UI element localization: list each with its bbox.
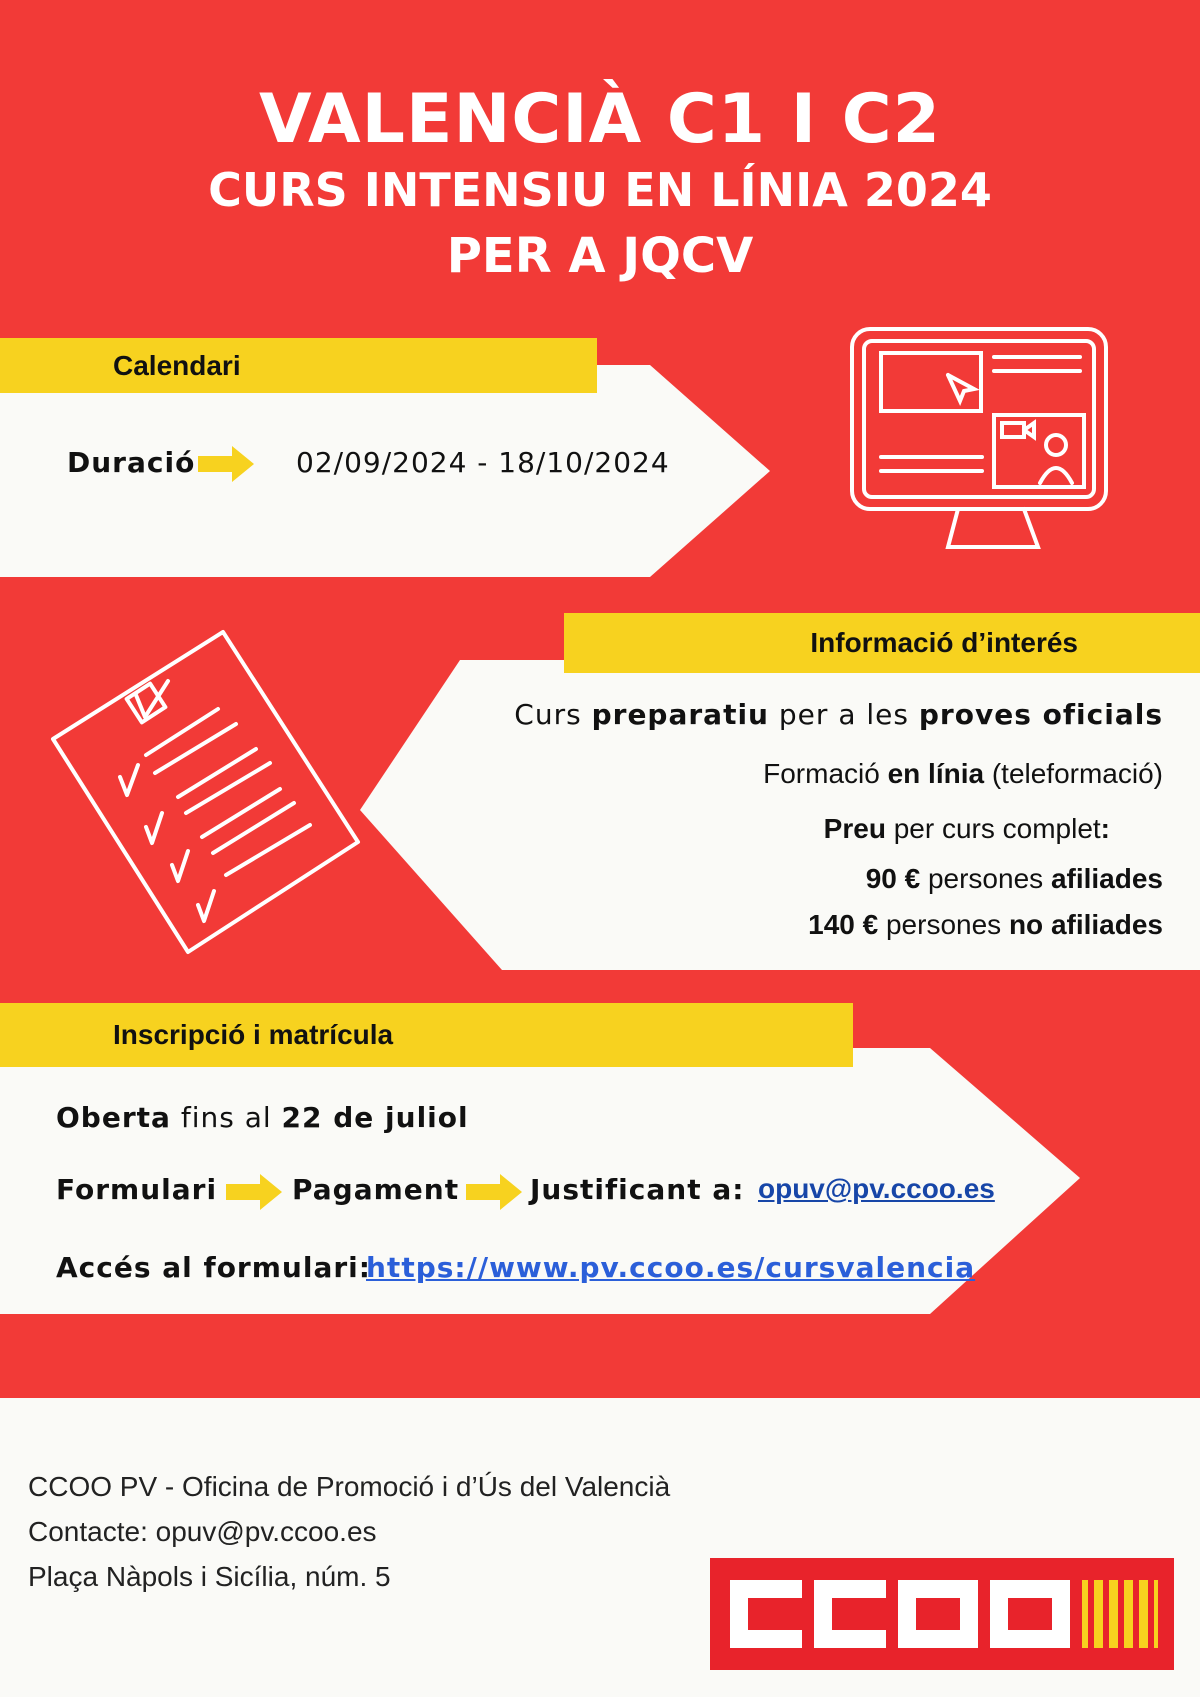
registration-deadline: Oberta fins al 22 de juliol — [56, 1101, 469, 1134]
info-line-1: Curs preparatiu per a les proves oficials — [514, 698, 1163, 731]
title-line-2: CURS INTENSIU EN LÍNIA 2024 — [208, 163, 992, 217]
footer-organization: CCOO PV - Oficina de Promoció i d’Ús del Valencià — [28, 1471, 671, 1502]
arrow-icon — [198, 446, 254, 482]
registration-heading: Inscripció i matrícula — [0, 1003, 853, 1067]
title-line-3: PER A JQCV — [446, 228, 754, 284]
footer-address: Plaça Nàpols i Sicília, núm. 5 — [28, 1561, 391, 1592]
duration-label: Duració — [67, 446, 196, 479]
computer-video-icon — [848, 325, 1110, 557]
step-payment: Pagament — [292, 1173, 460, 1206]
step-form: Formulari — [56, 1173, 218, 1206]
form-url-link[interactable]: https://www.pv.ccoo.es/cursvalencia — [366, 1251, 976, 1284]
calendar-heading: Calendari — [0, 338, 597, 393]
price-non-members: 140 € persones no afiliades — [808, 909, 1163, 940]
arrow-icon — [226, 1174, 282, 1210]
course-dates: 02/09/2024 - 18/10/2024 — [296, 446, 670, 479]
price-members: 90 € persones afiliades — [865, 863, 1163, 894]
arrow-icon — [466, 1174, 522, 1210]
info-heading: Informació d’interés — [564, 613, 1200, 673]
step-receipt: Justificant a: — [530, 1173, 745, 1206]
ccoo-logo-mark — [710, 1558, 1174, 1670]
checklist-document-icon — [48, 627, 368, 957]
email-link[interactable]: opuv@pv.ccoo.es — [758, 1173, 995, 1204]
title-line-1: VALENCIÀ C1 I C2 — [259, 80, 941, 159]
info-line-3: Preu per curs complet: — [823, 813, 1110, 844]
ccoo-logo — [710, 1558, 1174, 1670]
footer-contact: Contacte: opuv@pv.ccoo.es — [28, 1516, 377, 1547]
form-access-label: Accés al formulari: — [56, 1251, 371, 1284]
info-line-2: Formació en línia (teleformació) — [763, 758, 1163, 789]
